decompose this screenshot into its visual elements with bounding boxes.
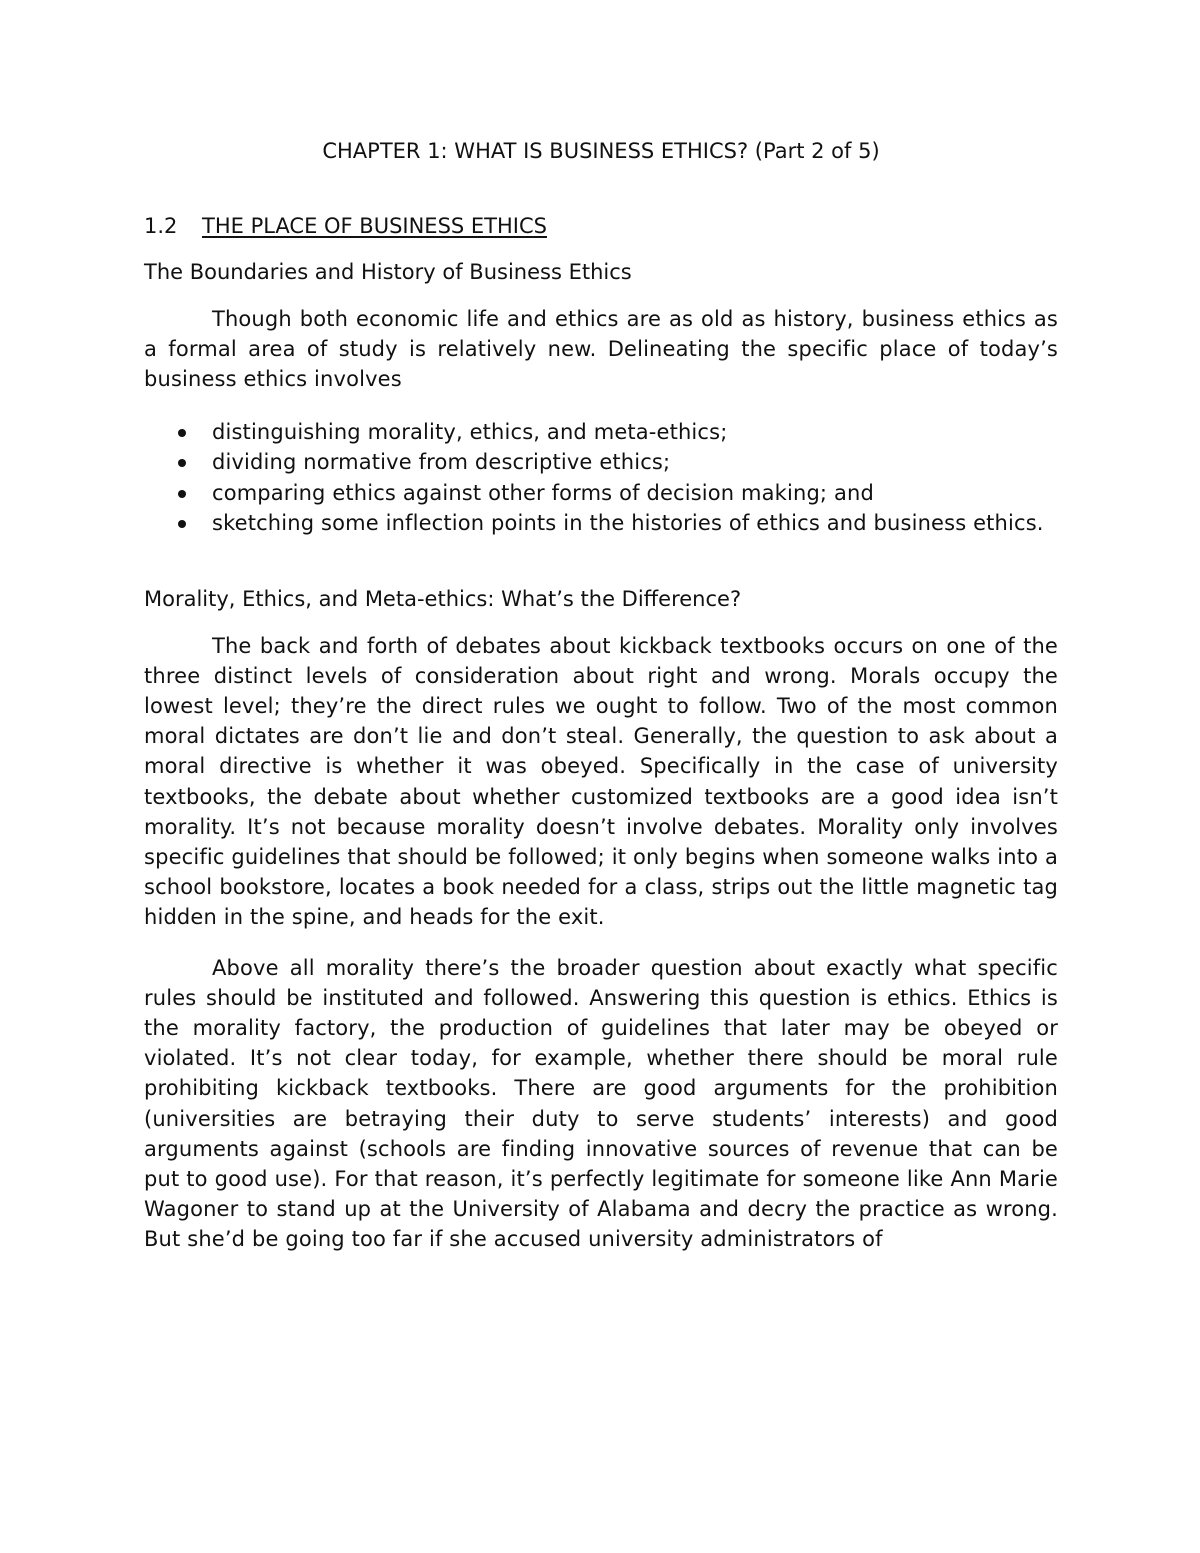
list-item [144, 478, 1058, 509]
document-page [144, 136, 1058, 1275]
bullet-icon [178, 429, 186, 437]
section-title: THE PLACE OF BUSINESS ETHICS [202, 214, 547, 238]
list-item [144, 447, 1058, 478]
list-item-text: comparing ethics against other forms of decision making; and [212, 480, 874, 505]
body-paragraph-morality: The back and forth of debates about kickback textbooks occurs on one of the three distinct levels of consideration about right and wrong. Morals occupy the lowest level; they’re the direct rules we ought to follow. Two of the most common moral dictates are don’t lie and don’t steal. Generally, the question to ask about a moral directive is whether it was obeyed. Specifically in the case of university textbooks, the debate about whether customized textbooks are a good idea isn’t morality. It’s not because morality doesn’t involve debates. Morality only involves specific guidelines that should be followed; it only begins when someone walks into a school bookstore, locates a book needed for a class, strips out the little magnetic tag hidden in the spine, and heads for the exit. [144, 633, 1058, 930]
subheading-morality-ethics: Morality, Ethics, and Meta-ethics: What’s the Difference? [144, 586, 742, 611]
bullet-list [144, 417, 1058, 539]
list-item [144, 417, 1058, 448]
bullet-icon [178, 520, 186, 528]
intro-paragraph: Though both economic life and ethics are as old as history, business ethics as a formal area of study is relatively new. Delineating the specific place of today’s business ethics involves [144, 307, 1058, 392]
bullet-icon [178, 459, 186, 467]
list-item-text: sketching some inflection points in the histories of ethics and business ethics. [212, 511, 1044, 536]
bullet-icon [178, 490, 186, 498]
chapter-title: CHAPTER 1: WHAT IS BUSINESS ETHICS? (Part 2 of 5) [322, 139, 880, 163]
list-item [144, 508, 1058, 539]
list-item-text: dividing normative from descriptive ethics; [212, 450, 671, 475]
subheading-boundaries-history: The Boundaries and History of Business Ethics [144, 260, 632, 284]
section-heading [144, 212, 1058, 240]
list-item-text: distinguishing morality, ethics, and meta-ethics; [212, 419, 728, 444]
section-number: 1.2 [144, 214, 178, 238]
body-paragraph-ethics: Above all morality there’s the broader question about exactly what specific rules should be instituted and followed. Answering this question is ethics. Ethics is the morality factory, the production of guidelines that later may be obeyed or violated. It’s not clear today, for example, whether there should be moral rule prohibiting kickback textbooks. There are good arguments for the prohibition (universities are betraying their duty to serve students’ interests) and good arguments against (schools are finding innovative sources of revenue that can be put to good use). For that reason, it’s perfectly legitimate for someone like Ann Marie Wagoner to stand up at the University of Alabama and decry the practice as wrong. But she’d be going too far if she accused university administrators of [144, 955, 1058, 1252]
